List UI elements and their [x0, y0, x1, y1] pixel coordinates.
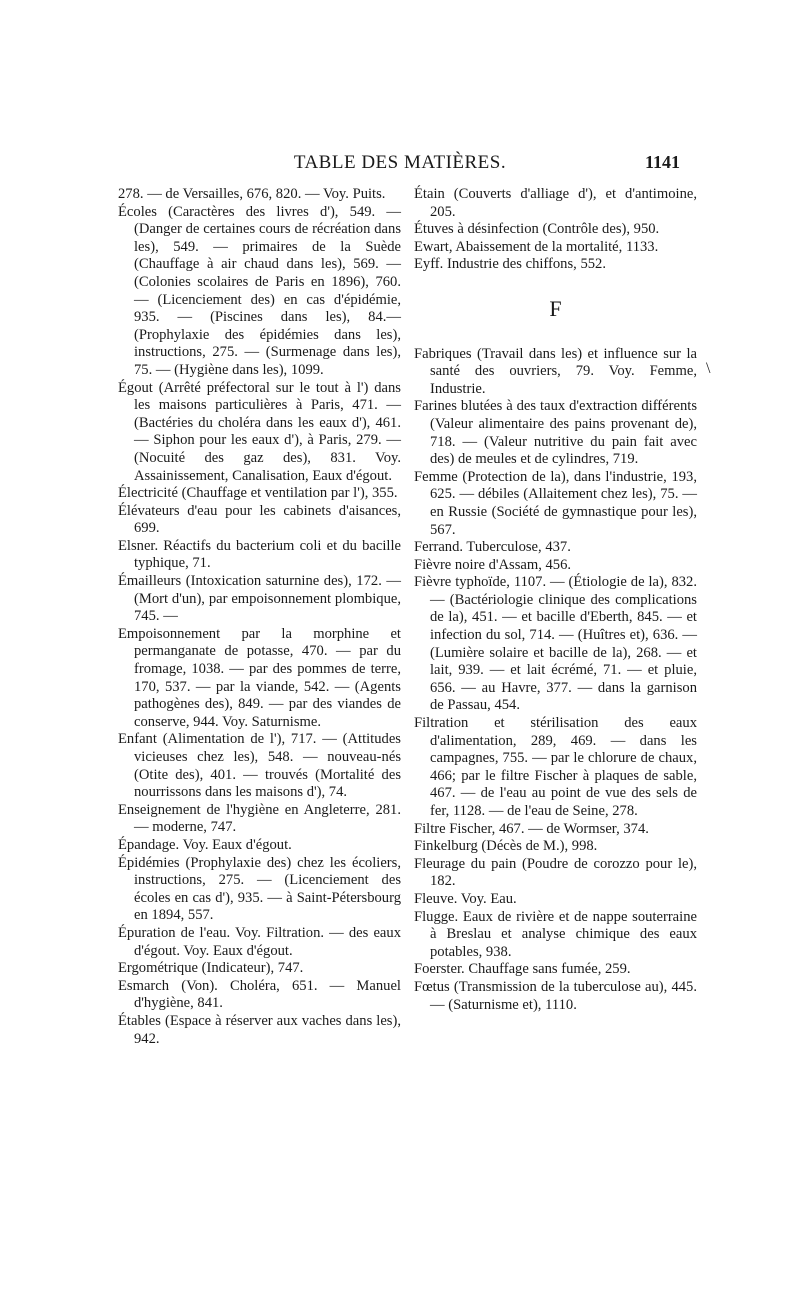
index-entry: Enseignement de l'hygiène en Angleterre, 281. — moderne, 747. [118, 801, 401, 836]
index-entry: Filtration et stérilisation des eaux d'alimentation, 289, 469. — dans les campagnes, 755. — par le chlorure de chaux, 466; par le filtre Fischer à plaques de sable, 467. — de l'eau au point de vue des sels de fer, 1128. — de l'eau de Seine, 278. [414, 715, 697, 819]
index-entry: Foerster. Chauffage sans fumée, 259. [414, 961, 631, 978]
index-entry: Étain (Couverts d'alliage d'), et d'antimoine, 205. [414, 186, 697, 220]
page-title: TABLE DES MATIÈRES. [293, 152, 507, 173]
index-entry: Étables (Espace à réserver aux vaches dans les), 942. [118, 1012, 401, 1047]
index-entry: Finkelburg (Décès de M.), 998. [414, 838, 598, 855]
index-entry: Empoisonnement par la morphine et permanganate de potasse, 470. — par du fromage, 1038. — par des pommes de terre, 170, 537. — par la viande, 542. — (Agents pathogènes des), 849. — par des viandes de conserve, 944. Voy. Saturnisme. [118, 625, 401, 730]
index-entry: Étuves à désinfection (Contrôle des), 950. [414, 221, 660, 238]
margin-mark: \ [706, 360, 711, 377]
index-entry: Épuration de l'eau. Voy. Filtration. — des eaux d'égout. Voy. Eaux d'égout. [118, 924, 401, 959]
index-entry: Femme (Protection de la), dans l'industrie, 193, 625. — débiles (Allaitement chez les), 75. — en Russie (Société de gymnastique pour les), 567. [414, 468, 697, 538]
index-entry: Égout (Arrêté préfectoral sur le tout à l') dans les maisons particulières à Paris, 471. — (Bactéries du choléra dans les eaux d'), 461. — Siphon pour les eaux d'), à Paris, 279. — (Nocuité des gaz des), 831. Voy. Assainissement, Canalisation, Eaux d'égout. [118, 379, 401, 484]
index-entry: Épidémies (Prophylaxie des) chez les écoliers, instructions, 275. — (Licenciement des écoles en cas d'), 935. — à Saint-Pétersbourg en 1894, 557. [118, 854, 401, 924]
index-entry: Enfant (Alimentation de l'), 717. — (Attitudes vicieuses chez les), 548. — nouveau-nés (Otite des), 401. — trouvés (Mortalité des nourrissons dans les maisons d'), 74. [118, 731, 401, 801]
index-entry: Épandage. Voy. Eaux d'égout. [118, 836, 292, 853]
index-entry: Ergométrique (Indicateur), 747. [118, 960, 304, 977]
index-entry: Ferrand. Tuberculose, 437. [414, 539, 571, 556]
left-column [118, 186, 401, 1048]
right-column [414, 186, 697, 1014]
page-header [120, 152, 680, 182]
index-entry: Écoles (Caractères des livres d'), 549. — (Danger de certaines cours de récréation dans les), 549. — primaires de la Suède (Chauffage à air chaud dans les), 569. — (Colonies scolaires de Paris en 1896), 760. — (Licenciement des) en cas d'épidémie, 935. — (Piscines dans les), 84.— (Prophylaxie des épidémies dans les), instructions, 275. — (Surmenage dans les), 75. — (Hygiène dans les), 1099. [118, 203, 401, 378]
index-entry: Fièvre noire d'Assam, 456. [414, 556, 572, 573]
page-number: 1141 [644, 152, 680, 172]
index-entry: Fièvre typhoïde, 1107. — (Étiologie de la), 832. — (Bactériologie clinique des complications de la), 451. — et bacille d'Eberth, 845. — et infection du sol, 714. — (Huîtres et), 636. — (Lumière solaire et bacille de la), 268. — et lait, 939. — et lait écrémé, 71. — et pluie, 656. — au Havre, 377. — dans la garnison de Passau, 454. [414, 574, 697, 714]
index-entry: Flugge. Eaux de rivière et de nappe souterraine à Breslau et analyse chimique des eaux potables, 938. [414, 908, 697, 960]
index-entry: Fœtus (Transmission de la tuberculose au), 445. — (Saturnisme et), 1110. [414, 978, 697, 1013]
section-letter: F [549, 295, 562, 321]
index-entry: Fleurage du pain (Poudre de corozzo pour le), 182. [414, 855, 697, 890]
index-entry: 278. — de Versailles, 676, 820. — Voy. Puits. [118, 186, 386, 202]
index-entry: Eyff. Industrie des chiffons, 552. [414, 256, 606, 273]
index-entry: Émailleurs (Intoxication saturnine des), 172. — (Mort d'un), par empoisonnement plombique, 745. — [118, 573, 401, 625]
index-entry: Fabriques (Travail dans les) et influence sur la santé des ouvriers, 79. Voy. Femme, Industrie. [414, 345, 697, 397]
index-entry: Filtre Fischer, 467. — de Wormser, 374. [414, 820, 649, 837]
index-entry: Elsner. Réactifs du bacterium coli et du bacille typhique, 71. [118, 537, 401, 572]
index-entry: Élévateurs d'eau pour les cabinets d'aisances, 699. [118, 502, 401, 537]
index-entry: Électricité (Chauffage et ventilation par l'), 355. [118, 485, 398, 502]
index-entry: Ewart, Abaissement de la mortalité, 1133. [414, 238, 659, 255]
index-entry: Farines blutées à des taux d'extraction différents (Valeur alimentaire des pains provenant de), 718. — (Valeur nutritive du pain fait avec des) de meules et de cylindres, 719. [414, 398, 697, 468]
index-entry: Esmarch (Von). Choléra, 651. — Manuel d'hygiène, 841. [118, 977, 401, 1012]
index-entry: Fleuve. Voy. Eau. [414, 890, 517, 907]
